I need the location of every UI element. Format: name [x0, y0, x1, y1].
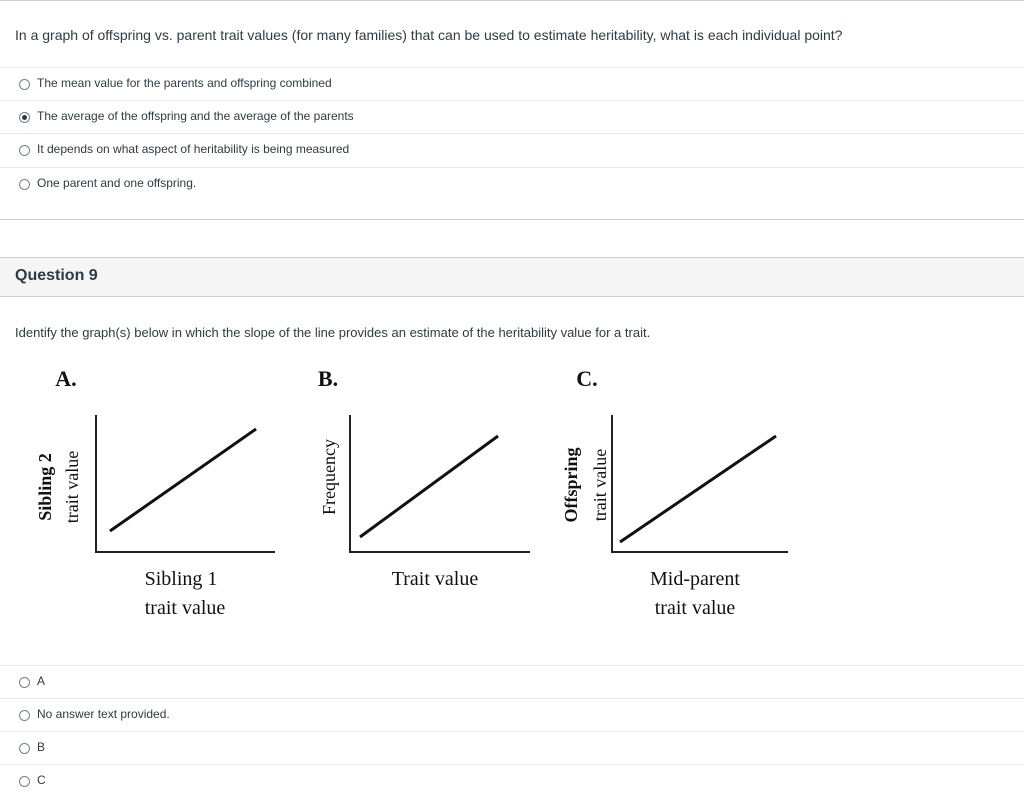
answer-label: The mean value for the parents and offspring combined: [37, 76, 332, 90]
panel-c-xlabel-1: Mid-parent: [650, 568, 740, 590]
panel-a-ylabel-2: trait value: [62, 450, 82, 524]
answer-label: B: [37, 740, 46, 754]
answer-option[interactable]: [0, 665, 1024, 698]
panel-a-line: [110, 429, 256, 531]
question-9-text: Identify the graph(s) below in which the slope of the line provides an estimate of the heritability value for a trait.: [15, 325, 651, 340]
panel-c-ylabel-1: Offspring: [561, 447, 581, 523]
radio-button[interactable]: [19, 710, 30, 721]
radio-button[interactable]: [19, 79, 30, 90]
question-header: [0, 257, 1024, 297]
radio-button[interactable]: [19, 677, 30, 688]
panel-c-axes: [612, 415, 788, 552]
radio-button[interactable]: [19, 776, 30, 787]
panel-a-xlabel-2: trait value: [144, 597, 226, 619]
panel-c-ylabel-2: trait value: [590, 448, 610, 522]
answer-label: One parent and one offspring.: [37, 176, 197, 190]
answer-option[interactable]: [0, 167, 1024, 200]
panel-b-line: [360, 436, 498, 537]
panel-b-letter: B.: [317, 366, 339, 391]
answer-label: A: [37, 674, 46, 688]
answer-option[interactable]: [0, 67, 1024, 100]
answer-option[interactable]: [0, 100, 1024, 133]
heritability-graphs-figure: [0, 355, 1024, 635]
panel-b-ylabel: Frequency: [319, 439, 339, 515]
question-8-text: In a graph of offspring vs. parent trait values (for many families) that can be used to estimate heritability, what is each individual point?: [15, 27, 843, 43]
answer-option[interactable]: [0, 731, 1024, 764]
panel-a-ylabel-1: Sibling 2: [35, 453, 55, 521]
answer-label: No answer text provided.: [37, 707, 170, 721]
panel-b-xlabel: Trait value: [391, 568, 479, 590]
answer-label: C: [37, 773, 46, 787]
radio-button[interactable]: [19, 145, 30, 156]
answer-option[interactable]: [0, 698, 1024, 731]
panel-c-letter: C.: [576, 366, 598, 391]
panel-a-xlabel-1: Sibling 1: [144, 568, 218, 590]
top-border: [0, 0, 1024, 1]
question-divider: [0, 219, 1024, 220]
radio-button[interactable]: [19, 179, 30, 190]
answer-label: The average of the offspring and the average of the parents: [37, 109, 354, 123]
answer-option[interactable]: [0, 133, 1024, 166]
panel-b-axes: [350, 415, 530, 552]
answer-label: It depends on what aspect of heritability is being measured: [37, 142, 350, 156]
panel-a-letter: A.: [55, 366, 77, 391]
question-title: Question 9: [15, 267, 98, 284]
panel-c-line: [620, 436, 776, 542]
radio-button-selected[interactable]: [19, 112, 30, 123]
panel-c-xlabel-2: trait value: [654, 597, 736, 619]
radio-button[interactable]: [19, 743, 30, 754]
answer-option[interactable]: [0, 764, 1024, 797]
